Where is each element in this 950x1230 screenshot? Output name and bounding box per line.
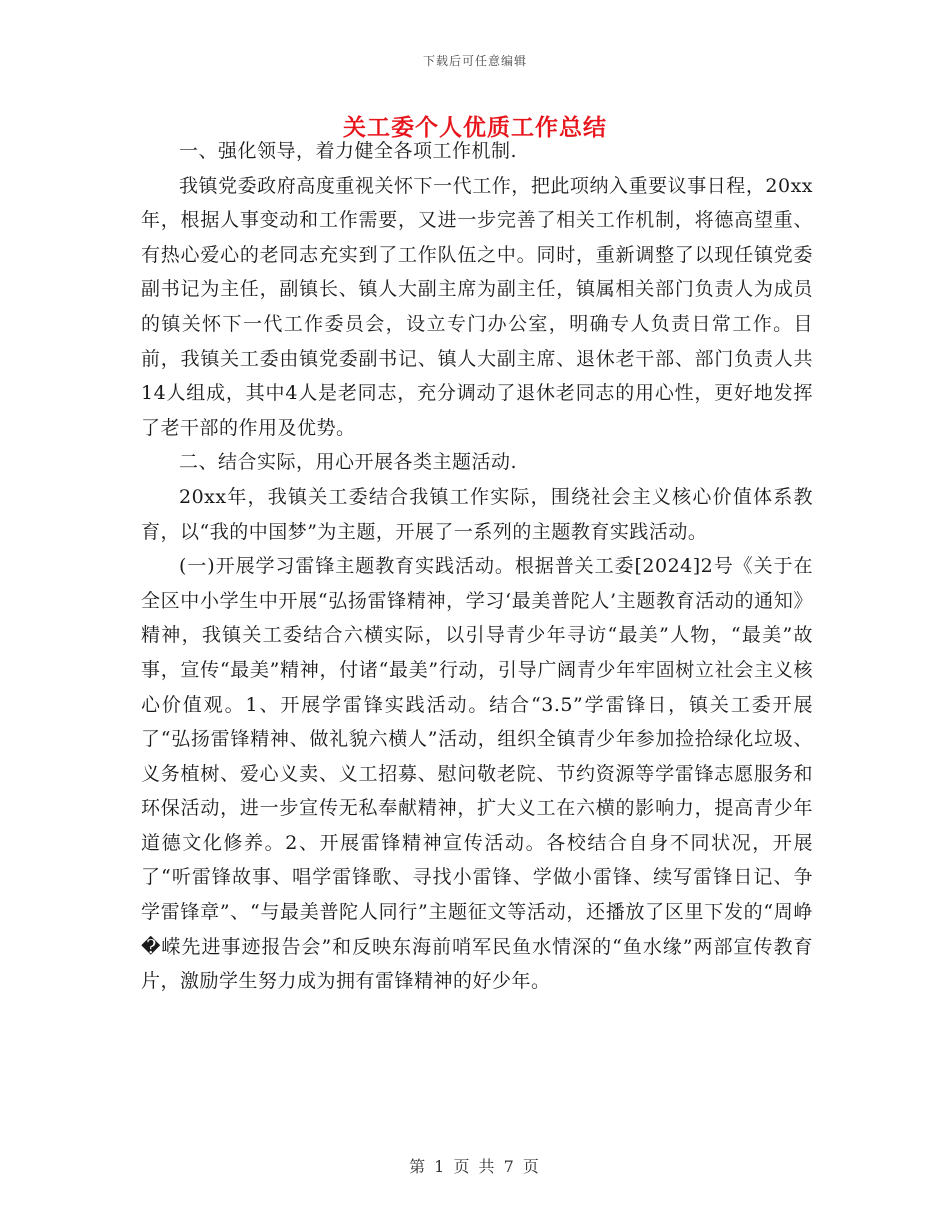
section-heading-1: 一、强化领导，着力健全各项工作机制. [179, 140, 518, 162]
paragraph-3: (一)开展学习雷锋主题教育实践活动。根据普关工委[2024]2号《关于在全区中小学生中开展“弘扬雷锋精神，学习‘最美普陀人’主题教育活动的通知》精神，我镇关工委结合六横实际，以引导青少年寻访“最美”人物，“最美”故事，宣传“最美”精神，付诸“最美”行动，引导广阔青少年牢固树立社会主义核心价值观。1、开展学雷锋实践活动。结合“3.5”学雷锋日，镇关工委开展了“弘扬雷锋精神、做礼貌六横人”活动，组织全镇青少年参加捡拾绿化垃圾、义务植树、爱心义卖、义工招募、慰问敬老院、节约资源等学雷锋志愿服务和环保活动，进一步宣传无私奉献精神，扩大义工在六横的影响力，提高青少年道德文化修养。2、开展雷锋精神宣传活动。各校结合自身不同状况，开展了“听雷锋故事、唱学雷锋歌、寻找小雷锋、学做小雷锋、续写雷锋日记、争学雷锋章”、“与最美普陀人同行”主题征文等活动，还播放了区里下发的“周峥�嵘先进事迹报告会”和反映东海前哨军民鱼水情深的“鱼水缘”两部宣传教育片，激励学生努力成为拥有雷锋精神的好少年。 [141, 555, 813, 993]
document-body [141, 134, 813, 999]
paragraph-2: 20xx年，我镇关工委结合我镇工作实际，围绕社会主义核心价值体系教育，以“我的中国梦”为主题，开展了一系列的主题教育实践活动。 [141, 485, 813, 543]
page-header-note: 下载后可任意编辑 [422, 54, 527, 68]
document-title: 关工委个人优质工作总结 [343, 114, 607, 141]
paragraph-1: 我镇党委政府高度重视关怀下一代工作，把此项纳入重要议事日程，20xx年，根据人事变动和工作需要，又进一步完善了相关工作机制，将德高望重、有热心爱心的老同志充实到了工作队伍之中。同时，重新调整了以现任镇党委副书记为主任，副镇长、镇人大副主席为副主任，镇属相关部门负责人为成员的镇关怀下一代工作委员会，设立专门办公室，明确专人负责日常工作。目前，我镇关工委由镇党委副书记、镇人大副主席、退休老干部、部门负责人共14人组成，其中4人是老同志，充分调动了退休老同志的用心性，更好地发挥了老干部的作用及优势。 [141, 174, 813, 439]
section-heading-2: 二、结合实际，用心开展各类主题活动. [179, 451, 518, 474]
page-footer-number: 第 1 页 共 7 页 [409, 1157, 541, 1176]
